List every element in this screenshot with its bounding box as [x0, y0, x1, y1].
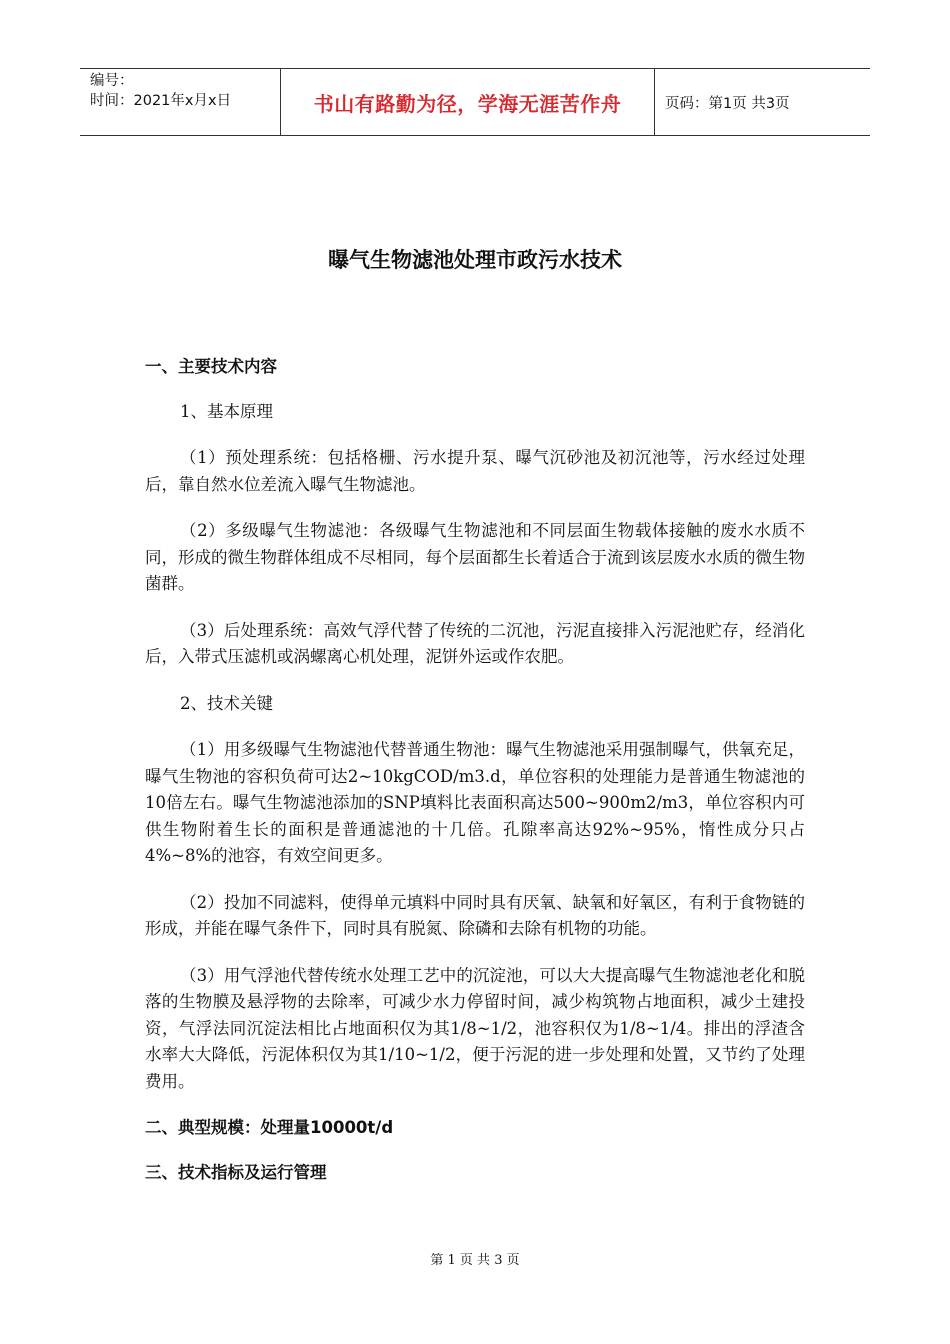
- header-motto: 书山有路勤为径，学海无涯苦作舟: [281, 69, 655, 135]
- paragraph: （1）用多级曝气生物滤池代替普通生物池：曝气生物滤池采用强制曝气，供氧充足，曝气生物池的容积负荷可达2~10kgCOD/m3.d，单位容积的处理能力是普通生物滤池的10倍左右。曝气生物滤池添加的SNP填料比表面积高达500~900m2/m3，单位容积内可供生物附着生长的面积是普通滤池的十几倍。孔隙率高达92%~95%，惰性成分只占4%~8%的池容，有效空间更多。: [145, 740, 805, 865]
- page-header: [80, 68, 870, 136]
- header-page-info: 页码：第1页 共3页: [665, 95, 790, 112]
- subsection-heading: 2、技术关键: [180, 693, 273, 713]
- section-heading: 一、主要技术内容: [145, 357, 277, 376]
- document-time: 时间：2021年x月x日: [90, 93, 232, 109]
- paragraph: （3）后处理系统：高效气浮代替了传统的二沉池，污泥直接排入污泥池贮存，经消化后，入带式压滤机或涡螺离心机处理，泥饼外运或作农肥。: [145, 620, 805, 666]
- paragraph: （3）用气浮池代替传统水处理工艺中的沉淀池，可以大大提高曝气生物滤池老化和脱落的生物膜及悬浮物的去除率，可减少水力停留时间，减少构筑物占地面积，减少土建投资，气浮法同沉淀法相比占地面积仅为其1/8~1/2，池容积仅为1/8~1/4。排出的浮渣含水率大大降低，污泥体积仅为其1/10~1/2，便于污泥的进一步处理和处置，又节约了处理费用。: [145, 965, 805, 1091]
- section-heading: 三、技术指标及运行管理: [145, 1162, 327, 1182]
- page-footer: 第 1 页 共 3 页: [430, 1253, 520, 1268]
- document-number: 编号：: [90, 73, 134, 89]
- paragraph: （1）预处理系统：包括格栅、污水提升泵、曝气沉砂池及初沉池等，污水经过处理后，靠自然水位差流入曝气生物滤池。: [145, 448, 805, 494]
- paragraph: （2）投加不同滤料，使得单元填料中同时具有厌氧、缺氧和好氧区，有利于食物链的形成，并能在曝气条件下，同时具有脱氮、除磷和去除有机物的功能。: [145, 892, 805, 938]
- paragraph: （2）多级曝气生物滤池：各级曝气生物滤池和不同层面生物载体接触的废水水质不同，形成的微生物群体组成不尽相同，每个层面都生长着适合于流到该层废水水质的微生物菌群。: [145, 521, 805, 593]
- document-body: [145, 354, 805, 1204]
- subsection-heading: 1、基本原理: [180, 401, 273, 421]
- section-heading: 二、典型规模：处理量10000t/d: [145, 1118, 394, 1137]
- header-meta: [80, 69, 281, 135]
- document-title: 曝气生物滤池处理市政污水技术: [328, 248, 622, 272]
